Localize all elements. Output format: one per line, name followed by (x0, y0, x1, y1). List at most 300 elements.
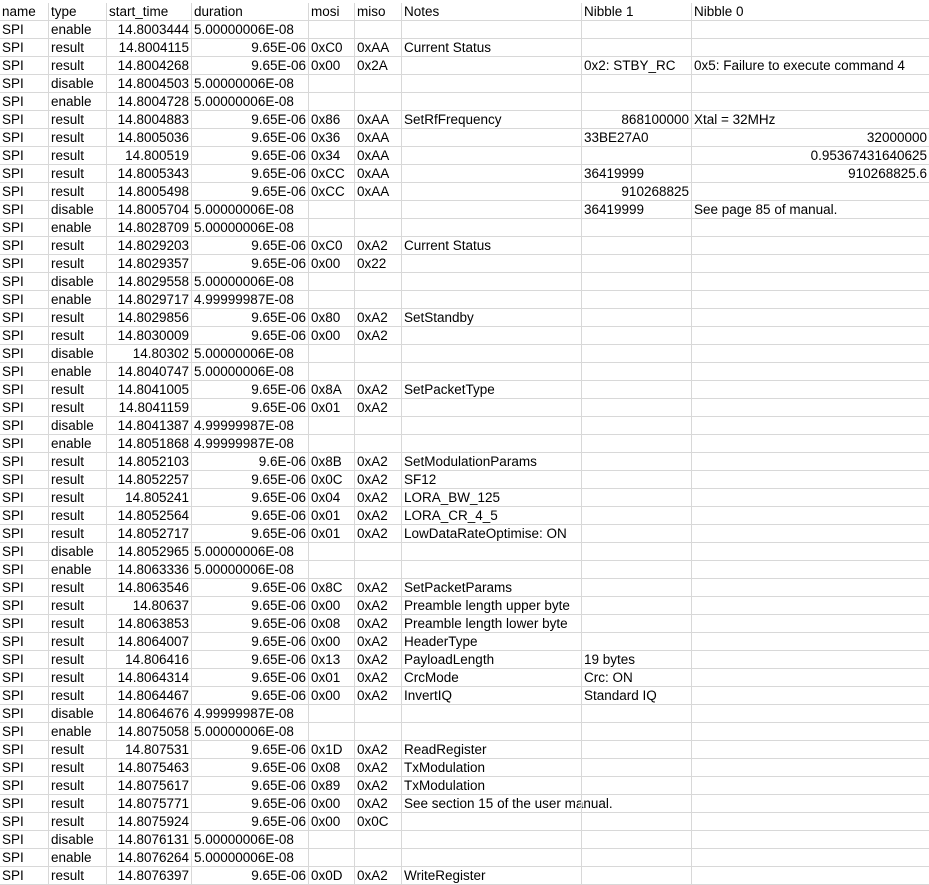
cell-mosi[interactable]: 0x01 (308, 525, 354, 542)
cell-nibble-1[interactable]: Crc: ON (581, 669, 691, 686)
cell-duration[interactable]: 9.65E-06 (191, 633, 308, 650)
cell-nibble-0[interactable] (691, 759, 929, 776)
cell-nibble-0[interactable] (691, 795, 929, 812)
cell-miso[interactable]: 0xAA (354, 129, 401, 146)
cell-mosi[interactable]: 0x08 (308, 759, 354, 776)
header-cell-type[interactable]: type (48, 3, 106, 20)
cell-nibble-1[interactable] (581, 309, 691, 326)
cell-notes[interactable]: WriteRegister (401, 867, 581, 884)
cell-nibble-1[interactable] (581, 741, 691, 758)
cell-nibble-0[interactable] (691, 309, 929, 326)
cell-name[interactable]: SPI (2, 832, 24, 847)
cell-duration[interactable]: 5.00000006E-08 (191, 93, 308, 110)
cell-notes[interactable]: InvertIQ (401, 687, 581, 704)
cell-name[interactable]: SPI (2, 652, 24, 667)
cell-notes[interactable]: ReadRegister (401, 741, 581, 758)
cell-notes[interactable] (401, 435, 581, 452)
cell-mosi[interactable]: 0x00 (308, 633, 354, 650)
cell-miso[interactable] (354, 75, 401, 92)
cell-nibble-0[interactable] (691, 579, 929, 596)
cell-nibble-1[interactable] (581, 561, 691, 578)
cell-nibble-1[interactable] (581, 381, 691, 398)
cell-duration[interactable]: 9.65E-06 (191, 183, 308, 200)
cell-miso[interactable]: 0xAA (354, 39, 401, 56)
cell-type[interactable]: result (48, 183, 106, 200)
cell-name[interactable]: SPI (2, 850, 24, 865)
cell-duration[interactable]: 4.99999987E-08 (191, 291, 308, 308)
cell-nibble-0[interactable] (691, 237, 929, 254)
cell-mosi[interactable]: 0x0C (308, 471, 354, 488)
cell-nibble-1[interactable] (581, 723, 691, 740)
cell-miso[interactable]: 0xA2 (354, 597, 401, 614)
cell-type[interactable]: result (48, 165, 106, 182)
cell-type[interactable]: result (48, 579, 106, 596)
header-cell-start-time[interactable]: start_time (106, 3, 191, 20)
cell-mosi[interactable] (308, 417, 354, 434)
cell-notes[interactable]: SetRfFrequency (401, 111, 581, 128)
cell-notes[interactable] (401, 273, 581, 290)
cell-name[interactable]: SPI (2, 436, 24, 451)
cell-duration[interactable]: 5.00000006E-08 (191, 75, 308, 92)
cell-nibble-0[interactable] (691, 687, 929, 704)
cell-type[interactable]: enable (48, 561, 106, 578)
cell-notes[interactable] (401, 147, 581, 164)
cell-nibble-1[interactable] (581, 489, 691, 506)
cell-start-time[interactable]: 14.8030009 (106, 327, 191, 344)
cell-nibble-0[interactable] (691, 615, 929, 632)
cell-miso[interactable] (354, 435, 401, 452)
cell-nibble-0[interactable] (691, 453, 929, 470)
cell-nibble-1[interactable] (581, 363, 691, 380)
cell-duration[interactable]: 9.6E-06 (191, 453, 308, 470)
cell-nibble-0[interactable]: 32000000 (691, 129, 929, 146)
cell-duration[interactable]: 5.00000006E-08 (191, 273, 308, 290)
cell-miso[interactable]: 0xA2 (354, 327, 401, 344)
cell-name[interactable]: SPI (2, 274, 24, 289)
cell-nibble-1[interactable] (581, 75, 691, 92)
cell-mosi[interactable] (308, 543, 354, 560)
cell-mosi[interactable]: 0x0D (308, 867, 354, 884)
cell-notes[interactable] (401, 849, 581, 866)
cell-notes[interactable]: PayloadLength (401, 651, 581, 668)
cell-miso[interactable] (354, 705, 401, 722)
cell-duration[interactable]: 9.65E-06 (191, 669, 308, 686)
cell-mosi[interactable] (308, 345, 354, 362)
cell-nibble-0[interactable] (691, 543, 929, 560)
cell-duration[interactable]: 9.65E-06 (191, 759, 308, 776)
cell-nibble-0[interactable] (691, 399, 929, 416)
cell-miso[interactable]: 0xA2 (354, 507, 401, 524)
cell-nibble-1[interactable] (581, 399, 691, 416)
cell-miso[interactable]: 0x2A (354, 57, 401, 74)
cell-start-time[interactable]: 14.8063853 (106, 615, 191, 632)
cell-miso[interactable]: 0xAA (354, 147, 401, 164)
cell-nibble-1[interactable] (581, 237, 691, 254)
cell-nibble-0[interactable] (691, 561, 929, 578)
cell-type[interactable]: result (48, 507, 106, 524)
cell-type[interactable]: enable (48, 219, 106, 236)
cell-nibble-0[interactable]: Xtal = 32MHz (691, 111, 929, 128)
cell-name[interactable]: SPI (2, 598, 24, 613)
cell-nibble-1[interactable] (581, 867, 691, 884)
cell-nibble-1[interactable] (581, 525, 691, 542)
cell-start-time[interactable]: 14.8029717 (106, 291, 191, 308)
cell-notes[interactable]: Current Status (401, 39, 581, 56)
cell-type[interactable]: result (48, 741, 106, 758)
cell-name[interactable]: SPI (2, 40, 24, 55)
cell-type[interactable]: result (48, 687, 106, 704)
cell-name[interactable]: SPI (2, 400, 24, 415)
cell-start-time[interactable]: 14.8004728 (106, 93, 191, 110)
cell-duration[interactable]: 9.65E-06 (191, 489, 308, 506)
cell-miso[interactable] (354, 561, 401, 578)
cell-type[interactable]: result (48, 651, 106, 668)
cell-name[interactable]: SPI (2, 526, 24, 541)
cell-nibble-1[interactable]: 19 bytes (581, 651, 691, 668)
cell-duration[interactable]: 9.65E-06 (191, 795, 308, 812)
cell-nibble-0[interactable] (691, 75, 929, 92)
cell-type[interactable]: result (48, 111, 106, 128)
cell-duration[interactable]: 9.65E-06 (191, 507, 308, 524)
cell-miso[interactable] (354, 345, 401, 362)
cell-miso[interactable]: 0xAA (354, 111, 401, 128)
cell-duration[interactable]: 5.00000006E-08 (191, 723, 308, 740)
cell-nibble-1[interactable] (581, 21, 691, 38)
cell-type[interactable]: result (48, 597, 106, 614)
cell-name[interactable]: SPI (2, 544, 24, 559)
cell-nibble-0[interactable]: 910268825.6 (691, 165, 929, 182)
cell-duration[interactable]: 9.65E-06 (191, 615, 308, 632)
cell-miso[interactable] (354, 273, 401, 290)
cell-mosi[interactable]: 0x1D (308, 741, 354, 758)
cell-miso[interactable]: 0xAA (354, 165, 401, 182)
header-cell-duration[interactable]: duration (191, 3, 308, 20)
cell-name[interactable]: SPI (2, 94, 24, 109)
cell-notes[interactable] (401, 201, 581, 218)
cell-mosi[interactable]: 0x8B (308, 453, 354, 470)
cell-duration[interactable]: 9.65E-06 (191, 651, 308, 668)
cell-type[interactable]: enable (48, 723, 106, 740)
cell-name[interactable]: SPI (2, 328, 24, 343)
cell-start-time[interactable]: 14.8029558 (106, 273, 191, 290)
cell-type[interactable]: enable (48, 849, 106, 866)
cell-nibble-1[interactable]: 0x2: STBY_RC (581, 57, 691, 74)
cell-nibble-1[interactable] (581, 759, 691, 776)
cell-duration[interactable]: 5.00000006E-08 (191, 561, 308, 578)
cell-name[interactable]: SPI (2, 382, 24, 397)
cell-type[interactable]: result (48, 615, 106, 632)
cell-nibble-0[interactable] (691, 831, 929, 848)
cell-miso[interactable]: 0xA2 (354, 453, 401, 470)
cell-notes[interactable]: CrcMode (401, 669, 581, 686)
cell-nibble-0[interactable] (691, 345, 929, 362)
cell-type[interactable]: result (48, 669, 106, 686)
cell-type[interactable]: result (48, 759, 106, 776)
cell-nibble-0[interactable] (691, 489, 929, 506)
cell-nibble-0[interactable] (691, 813, 929, 830)
cell-name[interactable]: SPI (2, 256, 24, 271)
cell-mosi[interactable]: 0x80 (308, 309, 354, 326)
cell-mosi[interactable] (308, 93, 354, 110)
cell-miso[interactable]: 0xA2 (354, 615, 401, 632)
cell-start-time[interactable]: 14.8004503 (106, 75, 191, 92)
cell-mosi[interactable] (308, 561, 354, 578)
cell-start-time[interactable]: 14.8004883 (106, 111, 191, 128)
cell-name[interactable]: SPI (2, 310, 24, 325)
cell-type[interactable]: disable (48, 831, 106, 848)
cell-miso[interactable]: 0xA2 (354, 633, 401, 650)
cell-nibble-0[interactable] (691, 633, 929, 650)
cell-nibble-0[interactable] (691, 327, 929, 344)
cell-nibble-1[interactable] (581, 291, 691, 308)
cell-nibble-0[interactable]: 0.95367431640625 (691, 147, 929, 164)
cell-duration[interactable]: 5.00000006E-08 (191, 21, 308, 38)
cell-name[interactable]: SPI (2, 346, 24, 361)
cell-duration[interactable]: 9.65E-06 (191, 147, 308, 164)
cell-notes[interactable]: LORA_CR_4_5 (401, 507, 581, 524)
cell-duration[interactable]: 9.65E-06 (191, 741, 308, 758)
cell-nibble-0[interactable] (691, 39, 929, 56)
cell-mosi[interactable] (308, 201, 354, 218)
cell-duration[interactable]: 9.65E-06 (191, 777, 308, 794)
cell-duration[interactable]: 4.99999987E-08 (191, 705, 308, 722)
cell-type[interactable]: result (48, 327, 106, 344)
cell-nibble-1[interactable] (581, 93, 691, 110)
cell-notes[interactable] (401, 345, 581, 362)
cell-miso[interactable]: 0x0C (354, 813, 401, 830)
cell-notes[interactable] (401, 723, 581, 740)
cell-miso[interactable] (354, 831, 401, 848)
cell-type[interactable]: result (48, 399, 106, 416)
cell-mosi[interactable] (308, 75, 354, 92)
cell-mosi[interactable] (308, 21, 354, 38)
cell-type[interactable]: disable (48, 417, 106, 434)
cell-nibble-1[interactable] (581, 39, 691, 56)
cell-mosi[interactable]: 0x00 (308, 327, 354, 344)
cell-notes[interactable] (401, 21, 581, 38)
cell-mosi[interactable]: 0x00 (308, 795, 354, 812)
header-cell-nibble-1[interactable]: Nibble 1 (581, 3, 691, 20)
cell-notes[interactable]: LowDataRateOptimise: ON (401, 525, 581, 542)
cell-name[interactable]: SPI (2, 616, 24, 631)
cell-nibble-1[interactable] (581, 615, 691, 632)
cell-name[interactable]: SPI (2, 562, 24, 577)
cell-notes[interactable] (401, 57, 581, 74)
cell-name[interactable]: SPI (2, 292, 24, 307)
cell-nibble-1[interactable] (581, 147, 691, 164)
cell-name[interactable]: SPI (2, 112, 24, 127)
cell-name[interactable]: SPI (2, 760, 24, 775)
cell-nibble-0[interactable] (691, 21, 929, 38)
cell-start-time[interactable]: 14.8075463 (106, 759, 191, 776)
cell-duration[interactable]: 9.65E-06 (191, 579, 308, 596)
cell-start-time[interactable]: 14.8076264 (106, 849, 191, 866)
cell-start-time[interactable]: 14.8075771 (106, 795, 191, 812)
cell-nibble-1[interactable] (581, 849, 691, 866)
cell-miso[interactable]: 0xA2 (354, 381, 401, 398)
cell-nibble-1[interactable]: 33BE27A0 (581, 129, 691, 146)
cell-notes[interactable]: TxModulation (401, 759, 581, 776)
cell-mosi[interactable]: 0xCC (308, 183, 354, 200)
cell-nibble-1[interactable] (581, 543, 691, 560)
cell-nibble-0[interactable] (691, 93, 929, 110)
cell-miso[interactable] (354, 363, 401, 380)
cell-mosi[interactable]: 0x00 (308, 255, 354, 272)
cell-nibble-1[interactable] (581, 633, 691, 650)
cell-type[interactable]: result (48, 309, 106, 326)
cell-type[interactable]: result (48, 489, 106, 506)
cell-mosi[interactable]: 0x89 (308, 777, 354, 794)
cell-name[interactable]: SPI (2, 868, 24, 883)
cell-notes[interactable] (401, 75, 581, 92)
cell-start-time[interactable]: 14.8005704 (106, 201, 191, 218)
cell-miso[interactable]: 0xA2 (354, 795, 401, 812)
cell-miso[interactable] (354, 723, 401, 740)
cell-mosi[interactable]: 0x08 (308, 615, 354, 632)
cell-miso[interactable]: 0xA2 (354, 489, 401, 506)
header-cell-mosi[interactable]: mosi (308, 3, 354, 20)
cell-duration[interactable]: 9.65E-06 (191, 381, 308, 398)
cell-notes[interactable]: Preamble length upper byte (401, 597, 581, 614)
cell-nibble-0[interactable] (691, 417, 929, 434)
cell-type[interactable]: result (48, 777, 106, 794)
cell-miso[interactable] (354, 219, 401, 236)
cell-start-time[interactable]: 14.8075058 (106, 723, 191, 740)
cell-start-time[interactable]: 14.8063546 (106, 579, 191, 596)
cell-duration[interactable]: 9.65E-06 (191, 111, 308, 128)
cell-mosi[interactable] (308, 291, 354, 308)
cell-type[interactable]: result (48, 147, 106, 164)
cell-name[interactable]: SPI (2, 166, 24, 181)
cell-notes[interactable]: Current Status (401, 237, 581, 254)
cell-type[interactable]: disable (48, 273, 106, 290)
cell-nibble-0[interactable] (691, 381, 929, 398)
cell-mosi[interactable]: 0x86 (308, 111, 354, 128)
cell-name[interactable]: SPI (2, 796, 24, 811)
cell-type[interactable]: disable (48, 75, 106, 92)
cell-miso[interactable] (354, 21, 401, 38)
header-cell-nibble-0[interactable]: Nibble 0 (691, 3, 929, 20)
cell-duration[interactable]: 9.65E-06 (191, 309, 308, 326)
cell-start-time[interactable]: 14.8004115 (106, 39, 191, 56)
cell-name[interactable]: SPI (2, 130, 24, 145)
cell-nibble-1[interactable] (581, 453, 691, 470)
cell-notes[interactable] (401, 93, 581, 110)
cell-miso[interactable]: 0xA2 (354, 579, 401, 596)
cell-nibble-0[interactable] (691, 435, 929, 452)
cell-name[interactable]: SPI (2, 76, 24, 91)
cell-type[interactable]: result (48, 867, 106, 884)
cell-type[interactable]: disable (48, 543, 106, 560)
cell-mosi[interactable] (308, 705, 354, 722)
cell-nibble-1[interactable] (581, 471, 691, 488)
cell-nibble-0[interactable] (691, 525, 929, 542)
cell-type[interactable]: enable (48, 291, 106, 308)
cell-start-time[interactable]: 14.805241 (106, 489, 191, 506)
cell-miso[interactable] (354, 543, 401, 560)
cell-nibble-0[interactable]: See page 85 of manual. (691, 201, 929, 218)
cell-duration[interactable]: 9.65E-06 (191, 165, 308, 182)
cell-mosi[interactable]: 0x01 (308, 669, 354, 686)
cell-start-time[interactable]: 14.807531 (106, 741, 191, 758)
cell-mosi[interactable]: 0xC0 (308, 39, 354, 56)
cell-start-time[interactable]: 14.8029357 (106, 255, 191, 272)
cell-notes[interactable]: SetPacketParams (401, 579, 581, 596)
cell-notes[interactable] (401, 291, 581, 308)
cell-mosi[interactable]: 0x00 (308, 813, 354, 830)
cell-duration[interactable]: 5.00000006E-08 (191, 201, 308, 218)
cell-mosi[interactable]: 0x8C (308, 579, 354, 596)
cell-duration[interactable]: 9.65E-06 (191, 39, 308, 56)
cell-start-time[interactable]: 14.8064467 (106, 687, 191, 704)
cell-start-time[interactable]: 14.8028709 (106, 219, 191, 236)
cell-nibble-1[interactable]: 868100000 (581, 111, 691, 128)
cell-mosi[interactable] (308, 219, 354, 236)
cell-duration[interactable]: 9.65E-06 (191, 471, 308, 488)
cell-notes[interactable]: TxModulation (401, 777, 581, 794)
cell-notes[interactable]: Preamble length lower byte (401, 615, 581, 632)
cell-duration[interactable]: 9.65E-06 (191, 813, 308, 830)
cell-nibble-1[interactable] (581, 795, 691, 812)
cell-name[interactable]: SPI (2, 472, 24, 487)
cell-miso[interactable]: 0xA2 (354, 687, 401, 704)
cell-miso[interactable] (354, 93, 401, 110)
cell-duration[interactable]: 5.00000006E-08 (191, 363, 308, 380)
cell-mosi[interactable]: 0x13 (308, 651, 354, 668)
cell-name[interactable]: SPI (2, 22, 24, 37)
cell-type[interactable]: enable (48, 435, 106, 452)
cell-type[interactable]: enable (48, 363, 106, 380)
cell-start-time[interactable]: 14.8005036 (106, 129, 191, 146)
cell-nibble-1[interactable] (581, 345, 691, 362)
cell-notes[interactable] (401, 561, 581, 578)
cell-name[interactable]: SPI (2, 184, 24, 199)
cell-duration[interactable]: 9.65E-06 (191, 255, 308, 272)
cell-duration[interactable]: 5.00000006E-08 (191, 831, 308, 848)
cell-miso[interactable]: 0xA2 (354, 309, 401, 326)
cell-mosi[interactable] (308, 273, 354, 290)
cell-name[interactable]: SPI (2, 238, 24, 253)
cell-name[interactable]: SPI (2, 670, 24, 685)
cell-duration[interactable]: 5.00000006E-08 (191, 345, 308, 362)
cell-mosi[interactable] (308, 363, 354, 380)
cell-miso[interactable]: 0xAA (354, 183, 401, 200)
cell-notes[interactable] (401, 543, 581, 560)
cell-miso[interactable]: 0xA2 (354, 525, 401, 542)
cell-start-time[interactable]: 14.8052564 (106, 507, 191, 524)
cell-mosi[interactable] (308, 435, 354, 452)
cell-start-time[interactable]: 14.800519 (106, 147, 191, 164)
cell-start-time[interactable]: 14.8064676 (106, 705, 191, 722)
cell-type[interactable]: result (48, 129, 106, 146)
cell-type[interactable]: result (48, 813, 106, 830)
cell-duration[interactable]: 5.00000006E-08 (191, 543, 308, 560)
cell-nibble-1[interactable] (581, 273, 691, 290)
cell-mosi[interactable]: 0x36 (308, 129, 354, 146)
cell-notes[interactable]: SF12 (401, 471, 581, 488)
cell-notes[interactable]: SetModulationParams (401, 453, 581, 470)
cell-nibble-1[interactable] (581, 219, 691, 236)
cell-start-time[interactable]: 14.8041159 (106, 399, 191, 416)
cell-mosi[interactable]: 0x01 (308, 507, 354, 524)
cell-type[interactable]: result (48, 795, 106, 812)
cell-type[interactable]: result (48, 57, 106, 74)
cell-name[interactable]: SPI (2, 364, 24, 379)
cell-duration[interactable]: 9.65E-06 (191, 237, 308, 254)
cell-name[interactable]: SPI (2, 148, 24, 163)
cell-start-time[interactable]: 14.8051868 (106, 435, 191, 452)
cell-mosi[interactable] (308, 723, 354, 740)
